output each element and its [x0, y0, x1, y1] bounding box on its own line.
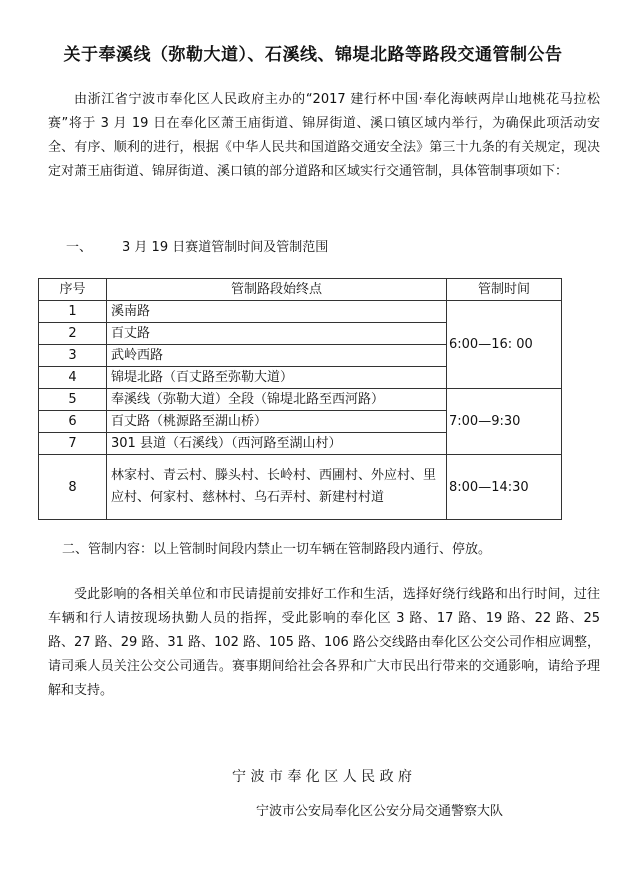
- row-number: 4: [39, 367, 107, 389]
- row-number: 7: [39, 433, 107, 455]
- row-segment: 百丈路: [107, 323, 447, 345]
- row-segment: 武岭西路: [107, 345, 447, 367]
- page-title: 关于奉溪线（弥勒大道）、石溪线、锦堤北路等路段交通管制公告: [63, 45, 563, 65]
- section-1-heading: [66, 238, 328, 258]
- header-segment: 管制路段始终点: [107, 279, 447, 301]
- table-row: [39, 455, 562, 520]
- table-header-row: [39, 279, 562, 301]
- control-time-cell: 8:00—14:30: [447, 455, 562, 520]
- section-1-number: 一、: [66, 240, 93, 255]
- row-number: 1: [39, 301, 107, 323]
- table-row: [39, 389, 562, 411]
- control-table: [38, 278, 562, 520]
- row-number: 2: [39, 323, 107, 345]
- section-2-content: 二、管制内容：以上管制时间段内禁止一切车辆在管制路段内通行、停放。: [62, 542, 492, 557]
- intro-paragraph: 由浙江省宁波市奉化区人民政府主办的“2017 建行杯中国·奉化海峡两岸山地桃花马拉松赛”将于 3 月 19 日在奉化区萧王庙街道、锦屏街道、溪口镇区域内举行，为确保此项活动安全、有序、顺利的进行，根据《中华人民共和国道路交通安全法》第三十九条的有关规定，现决定对萧王庙街道、锦屏街道、溪口镇的部分道路和区域实行交通管制，具体管制事项如下：: [48, 92, 600, 179]
- control-time-cell: 6:00—16: 00: [447, 301, 562, 389]
- row-segment: 百丈路（桃源路至湖山桥）: [107, 411, 447, 433]
- row-segment: 林家村、青云村、滕头村、长岭村、西圃村、外应村、里应村、何家村、慈林村、乌石弄村、新建村村道: [107, 455, 447, 520]
- row-number: 3: [39, 345, 107, 367]
- row-segment: 溪南路: [107, 301, 447, 323]
- row-number: 8: [39, 455, 107, 520]
- header-time: 管制时间: [447, 279, 562, 301]
- section-1-text: 3 月 19 日赛道管制时间及管制范围: [122, 240, 329, 255]
- government-signature: 宁 波 市 奉 化 区 人 民 政 府: [232, 769, 413, 785]
- row-segment: 301 县道（石溪线）（西河路至湖山村）: [107, 433, 447, 455]
- table-row: [39, 301, 562, 323]
- row-segment: 奉溪线（弥勒大道）全段（锦堤北路至西河路）: [107, 389, 447, 411]
- row-segment: 锦堤北路（百丈路至弥勒大道）: [107, 367, 447, 389]
- row-number: 5: [39, 389, 107, 411]
- control-time-cell: 7:00—9:30: [447, 389, 562, 455]
- notice-paragraph: 受此影响的各相关单位和市民请提前安排好工作和生活，选择好绕行线路和出行时间，过往车辆和行人请按现场执勤人员的指挥，受此影响的奉化区 3 路、17 路、19 路、22 路、25 路、27 路、29 路、31 路、102 路、105 路、106 路公交线路由奉化区公交公司作相应调整，请司乘人员关注公交公司通告。赛事期间给社会各界和广大市民出行带来的交通影响，请给予理解和支持。: [48, 587, 600, 698]
- header-number: 序号: [39, 279, 107, 301]
- row-number: 6: [39, 411, 107, 433]
- police-signature: 宁波市公安局奉化区公安分局交通警察大队: [256, 804, 504, 819]
